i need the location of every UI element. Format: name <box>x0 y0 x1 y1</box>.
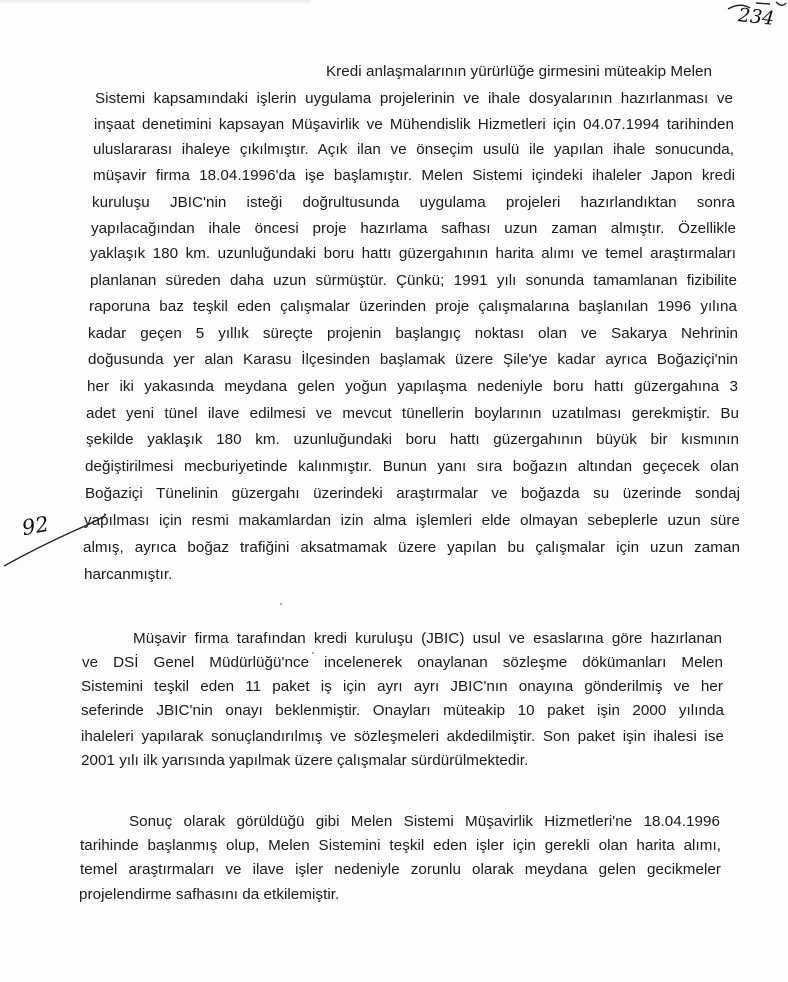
handwritten-margin-note: 92 <box>20 511 51 541</box>
paragraph-1-line-3: inşaat denetimini kapsayan Müşavirlik ve Mühendislik Hizmetleri için 04.07.1994 tarihinden <box>94 116 734 133</box>
paragraph-1-line-16: değiştirilmesi mecburiyetinde kalınmıştır. Bunun yanı sıra boğazın altından geçecek olan <box>85 458 739 475</box>
paragraph-1-line-17: Boğaziçi Tünelinin güzergahı üzerindeki araştırmalar ve boğazda su üzerinde sondaj <box>85 485 740 502</box>
paragraph-2-line-2: ve DSİ Genel Müdürlüğü'nce incelenerek onaylanan sözleşme dökümanları Melen <box>82 654 723 671</box>
paragraph-1-line-7: yapılacağından ihale öncesi proje hazırlama safhası uzun zaman almıştır. Özellikle <box>91 220 736 237</box>
paragraph-2-line-6: 2001 yılı ilk yarısında yapılmak üzere çalışmalar sürdürülmektedir. <box>81 752 529 769</box>
paragraph-1-line-14: adet yeni tünel ilave edilmesi ve mevcut tünellerin boylarının uzatılması gerekmiştir. Bu <box>86 405 739 422</box>
paragraph-1-line-20: harcanmıştır. <box>84 566 173 583</box>
paragraph-2-line-4: seferinde JBIC'nin onayı beklenmiştir. Onayları müteakip 10 paket işin 2000 yılında <box>81 702 724 719</box>
scan-edge-shadow <box>0 0 310 4</box>
paragraph-3-line-3: temel araştırmaları ve ilave işler nedeniyle zorunlu olarak meydana gelen gecikmeler <box>80 861 721 878</box>
paragraph-1-line-18: yapılması için resmi makamlardan izin alma işlemleri elde olmayan sebeplerle uzun süre <box>84 512 740 529</box>
paragraph-1-line-4: uluslararası ihaleye çıkılmıştır. Açık ilan ve önseçim usulü ile yapılan ihale sonucunda, <box>93 141 734 158</box>
paragraph-1-line-5: müşavir firma 18.04.1996'da işe başlamıştır. Melen Sistemi içindeki ihaleler Japon kredi <box>93 167 735 184</box>
paragraph-1-line-8: yaklaşık 180 km. uzunluğundaki boru hattı güzergahının harita alımı ve temel araştırmaları <box>90 245 736 262</box>
paragraph-1-line-9: planlanan süreden daha uzun sürmüştür. Çünkü; 1991 yılı sonunda tamamlanan fizibilite <box>90 272 737 289</box>
paragraph-1-line-15: şekilde yaklaşık 180 km. uzunluğundaki boru hattı güzergahının büyük bir kısmının <box>86 431 739 448</box>
paragraph-1-line-13: her iki yakasında meydana gelen yoğun yapılaşma nedeniyle boru hattı güzergahına 3 <box>87 378 738 395</box>
paragraph-1-line-11: kadar geçen 5 yıllık süreçte projenin başlangıç noktası olan ve Sakarya Nehrinin <box>88 325 738 342</box>
paragraph-1-line-6: kuruluşu JBIC'nin isteği doğrultusunda uygulama projeleri hazırlandıktan sonra <box>92 194 735 211</box>
paragraph-3-line-1: Sonuç olarak görüldüğü gibi Melen Sistemi Müşavirlik Hizmetleri'ne 18.04.1996 <box>129 813 720 830</box>
handwritten-page-number: 234 <box>736 4 776 30</box>
paragraph-1-line-1: Kredi anlaşmalarının yürürlüğe girmesini müteakip Melen <box>326 63 712 80</box>
paragraph-1-line-10: raporuna baz teşkil eden çalışmalar üzerinden proje çalışmalarına başlanılan 1996 yılına <box>89 298 737 315</box>
paragraph-1-line-12: doğusunda yer alan Karasu İlçesinden başlamak üzere Şile'ye kadar ayrıca Boğaziçi'nin <box>88 351 738 368</box>
paragraph-3-line-2: tarihinde başlanmış olup, Melen Sistemini teşkil eden işler için gerekli olan harita alımı, <box>80 837 721 854</box>
paragraph-1-line-2: Sistemi kapsamındaki işlerin uygulama projelerinin ve ihale dosyalarının hazırlanması ve <box>95 90 733 107</box>
paragraph-2-line-3: Sistemini teşkil eden 11 paket iş için ayrı ayrı JBIC'nın onayına gönderilmiş ve her <box>81 678 723 695</box>
paragraph-3-line-4: projelendirme safhasını da etkilemiştir. <box>79 886 340 903</box>
paragraph-2-line-5: ihaleleri yapılarak sonuçlandırılmış ve sözleşmeleri akdedilmiştir. Son paket işin ihalesi ise <box>81 728 724 745</box>
scan-speck <box>280 603 282 605</box>
paragraph-2-line-1: Müşavir firma tarafından kredi kuruluşu (JBIC) usul ve esaslarına göre hazırlanan <box>133 630 722 647</box>
paragraph-1-line-19: almış, ayrıca boğaz trafiğini aksatmamak üzere yapılan bu çalışmalar için uzun zaman <box>83 539 740 556</box>
